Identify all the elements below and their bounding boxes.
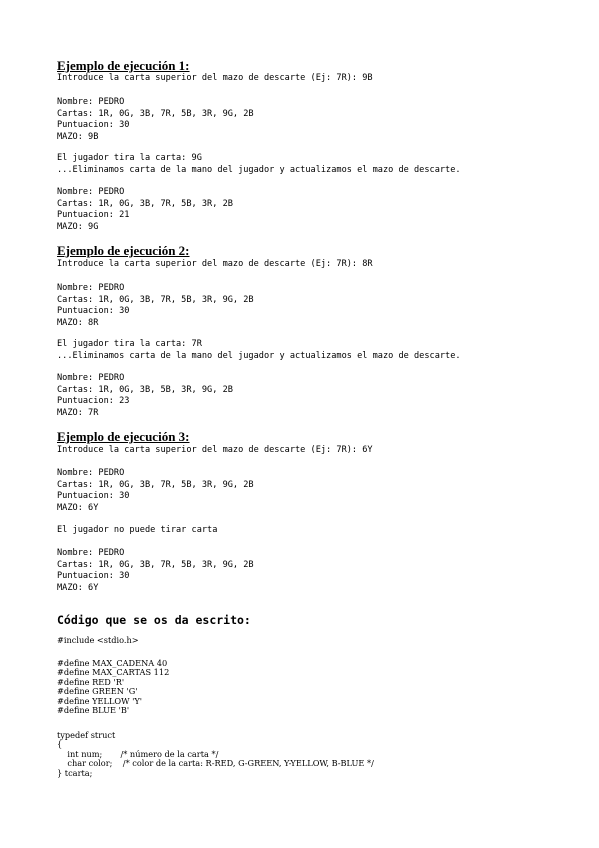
example-3-state-after: Nombre: PEDRO Cartas: 1R, 0G, 3B, 7R, 5B, 3R, 9G, 2B Puntuacion: 30 MAZO: 6Y <box>57 548 254 594</box>
example-1-prompt: Introduce la carta superior del mazo de descarte (Ej: 7R): 9B <box>57 73 373 83</box>
code-section-title: Código que se os da escrito: <box>57 613 251 627</box>
code-struct: typedef struct { int num; /* número de la carta */ char color; /* color de la carta: R-RED, G-GREEN, Y-YELLOW, B-BLUE */ } tcarta; <box>57 730 374 778</box>
example-3-state-before: Nombre: PEDRO Cartas: 1R, 0G, 3B, 7R, 5B, 3R, 9G, 2B Puntuacion: 30 MAZO: 6Y <box>57 468 254 514</box>
code-defines: #define MAX_CADENA 40 #define MAX_CARTAS 112 #define RED 'R' #define GREEN 'G' #define YELLOW 'Y' #define BLUE 'B' <box>57 658 170 715</box>
example-3-action: El jugador no puede tirar carta <box>57 525 218 535</box>
example-2-state-after: Nombre: PEDRO Cartas: 1R, 0G, 3B, 5B, 3R, 9G, 2B Puntuacion: 23 MAZO: 7R <box>57 373 233 419</box>
example-1-state-before: Nombre: PEDRO Cartas: 1R, 0G, 3B, 7R, 5B, 3R, 9G, 2B Puntuacion: 30 MAZO: 9B <box>57 97 254 143</box>
example-3-heading: Ejemplo de ejecución 3: <box>57 429 190 444</box>
example-2-action: El jugador tira la carta: 7R ...Eliminamos carta de la mano del jugador y actualizamos el mazo de descarte. <box>57 339 461 361</box>
example-3-prompt: Introduce la carta superior del mazo de descarte (Ej: 7R): 6Y <box>57 445 373 455</box>
example-1-action: El jugador tira la carta: 9G ...Eliminamos carta de la mano del jugador y actualizamos el mazo de descarte. <box>57 153 461 175</box>
example-2-heading: Ejemplo de ejecución 2: <box>57 243 190 258</box>
example-1-state-after: Nombre: PEDRO Cartas: 1R, 0G, 3B, 7R, 5B, 3R, 2B Puntuacion: 21 MAZO: 9G <box>57 187 233 233</box>
code-include: #include <stdio.h> <box>57 635 139 645</box>
example-2-state-before: Nombre: PEDRO Cartas: 1R, 0G, 3B, 7R, 5B, 3R, 9G, 2B Puntuacion: 30 MAZO: 8R <box>57 283 254 329</box>
example-1-heading: Ejemplo de ejecución 1: <box>57 58 190 73</box>
example-2-prompt: Introduce la carta superior del mazo de descarte (Ej: 7R): 8R <box>57 259 373 269</box>
